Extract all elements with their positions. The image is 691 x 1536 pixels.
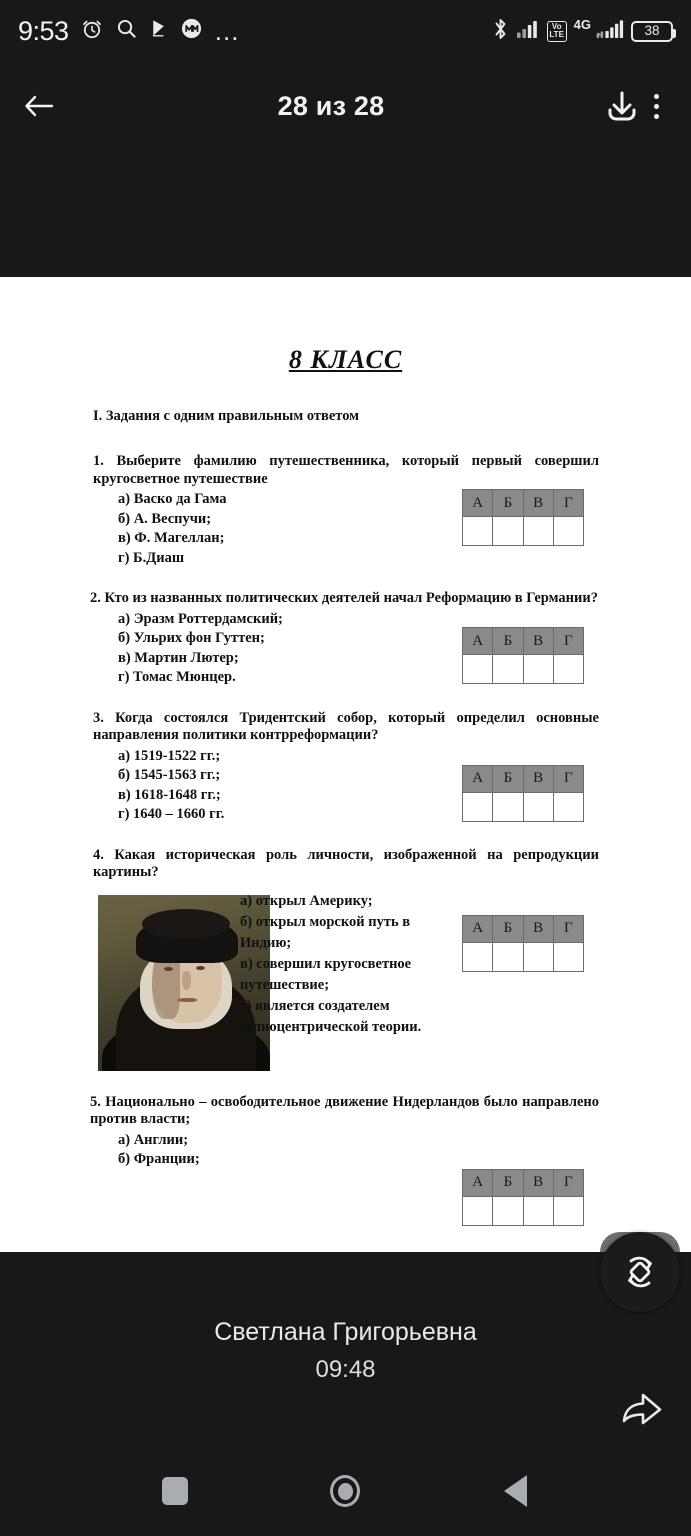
recents-button[interactable] [140,1456,210,1526]
document-page[interactable] [0,277,691,1252]
question-3-option-g: г) 1640 – 1660 гг. [118,806,225,822]
battery-percent-label: 38 [644,23,660,39]
search-icon [115,17,138,45]
answer-header-g: Г [553,765,583,792]
answer-header-g: Г [553,1169,583,1196]
volte-icon [547,21,567,42]
answer-header-b: Б [493,915,523,942]
question-1-option-v: в) Ф. Магеллан; [118,530,225,546]
flag-icon [149,17,169,45]
status-bar-right [492,17,673,46]
answer-header-v: В [523,1169,553,1196]
status-bar [0,0,691,62]
download-button[interactable] [600,84,644,128]
question-1-option-g: г) Б.Диаш [118,549,185,566]
document-body [0,345,691,1190]
question-4-option-v: в) совершил кругосветное путешествие; [240,955,412,993]
signal-icon [516,19,540,44]
question-3-text: 3. Когда состоялся Тридентский собор, который определил основные направления политики контрреформации? [93,709,599,743]
portrait-nose [182,971,191,990]
answer-cell-v[interactable] [523,517,553,546]
question-4-text: 4. Какая историческая роль личности, изображенной на репродукции картины? [93,846,599,880]
answer-cell-v[interactable] [523,1196,553,1225]
answer-cell-g[interactable] [553,1196,583,1225]
question-5-option-a: а) Англии; [118,1131,189,1148]
answer-cell-b[interactable] [493,1196,523,1225]
answer-table-3-header-row [463,765,584,792]
answer-cell-g[interactable] [553,792,583,821]
back-nav-button[interactable] [481,1456,551,1526]
answer-table-5-header-row [463,1169,584,1196]
share-button[interactable] [611,1382,673,1434]
status-bar-clock: 9:53 [18,15,69,46]
question-1 [50,453,641,568]
bluetooth-icon [492,17,509,46]
portrait-eye-left [164,967,173,971]
question-5-text: 5. Национально – освободительное движение Нидерландов было направлено против власти; [90,1093,599,1127]
answer-table-1-blank-row [463,517,584,546]
volte-bottom: LTE [549,30,564,39]
kebab-dot-1 [654,94,659,99]
circle-icon [330,1475,360,1507]
question-4-option-a: а) открыл Америку; [240,892,373,909]
home-button[interactable] [310,1456,380,1526]
answer-table-1-header-row [463,490,584,517]
question-2-option-g: г) Томас Мюнцер. [118,669,236,685]
portrait-cap-top [142,909,230,939]
question-3-option-a: а) 1519-1522 гг.; [118,747,221,764]
answer-cell-g[interactable] [553,517,583,546]
page-title: 28 из 28 [277,90,385,121]
answer-cell-a[interactable] [463,1196,493,1225]
answer-table-2-blank-row [463,655,584,684]
question-3 [50,710,641,825]
answer-header-a: А [463,765,493,792]
question-4-option-b: б) открыл морской путь в Индию; [240,913,411,951]
answer-header-b: Б [493,765,523,792]
question-4-option-g: г) является создателем гелиоцентрической теории. [240,997,422,1035]
answer-table-1[interactable] [462,489,584,546]
back-button[interactable] [22,89,62,123]
answer-header-b: Б [493,628,523,655]
volte-top: Vo [551,21,562,31]
answer-header-a: А [463,490,493,517]
answer-table-2-header-row [463,628,584,655]
question-2-option-a: а) Эразм Роттердамский; [118,610,283,627]
answer-cell-v[interactable] [523,655,553,684]
answer-header-v: В [523,765,553,792]
question-5-option-b: б) Франции; [118,1151,200,1167]
overflow-icon: … [213,16,242,46]
circle-inner [338,1483,353,1500]
app-bar [0,62,691,150]
answer-table-5[interactable] [462,1169,584,1226]
sender-name: Светлана Григорьевна [214,1318,477,1346]
portrait-mouth [178,998,197,1002]
document-title: 8 КЛАСС [288,345,403,374]
answer-table-4-blank-row [463,942,584,971]
question-2-text: 2. Кто из названных политических деятелей начал Реформацию в Германии? [90,590,598,606]
answer-table-5-blank-row [463,1196,584,1225]
answer-cell-v[interactable] [523,942,553,971]
answer-cell-b[interactable] [493,942,523,971]
answer-table-3-blank-row [463,792,584,821]
question-2 [50,590,641,688]
answer-cell-b[interactable] [493,792,523,821]
square-icon [162,1477,188,1505]
answer-header-b: Б [493,490,523,517]
answer-header-g: Г [553,490,583,517]
answer-cell-a[interactable] [463,517,493,546]
answer-header-b: Б [493,1169,523,1196]
kebab-dot-2 [654,104,659,109]
answer-cell-b[interactable] [493,517,523,546]
answer-table-4-header-row [463,915,584,942]
answer-header-a: А [463,915,493,942]
app-icon [180,17,203,45]
answer-cell-g[interactable] [553,942,583,971]
answer-header-a: А [463,628,493,655]
answer-header-v: В [523,490,553,517]
question-2-option-v: в) Мартин Лютер; [118,649,239,666]
question-4 [50,847,641,1052]
answer-header-v: В [523,628,553,655]
alarm-icon [80,17,104,46]
question-3-option-v: в) 1618-1648 гг.; [118,786,221,803]
answer-cell-g[interactable] [553,655,583,684]
portrait-eye-right [196,966,205,970]
answer-cell-a[interactable] [463,792,493,821]
signal-2-icon [596,19,624,44]
answer-table-2[interactable] [462,627,584,684]
android-nav-bar [0,1446,691,1536]
question-1-option-b: б) А. Веспучи; [118,510,212,527]
question-1-text: 1. Выберите фамилию путешественника, который первый совершил кругосветное путешествие [93,453,599,487]
kebab-dot-3 [654,114,659,119]
answer-header-a: А [463,1169,493,1196]
bottom-info-bar [0,1252,691,1446]
sent-time: 09:48 [315,1356,376,1383]
question-4-options [240,891,455,1038]
rotate-screen-button[interactable] [600,1232,680,1312]
more-options-button[interactable] [644,88,669,125]
battery-icon [631,21,673,42]
answer-cell-a[interactable] [463,655,493,684]
answer-cell-v[interactable] [523,792,553,821]
answer-table-3[interactable] [462,765,584,822]
triangle-back-icon [504,1475,527,1507]
answer-header-g: Г [553,628,583,655]
question-5 [50,1093,641,1190]
question-5-options [118,1131,641,1170]
status-bar-left [18,17,242,46]
answer-cell-a[interactable] [463,942,493,971]
question-3-option-b: б) 1545-1563 гг.; [118,767,221,783]
rotate-icon [618,1250,662,1294]
answer-table-4[interactable] [462,915,584,972]
question-2-option-b: б) Ульрих фон Гуттен; [118,630,265,646]
answer-cell-b[interactable] [493,655,523,684]
network-type-label: 4G [573,16,591,32]
question-1-option-a: а) Васко да Гама [118,491,227,507]
document-section-heading: I. Задания с одним правильным ответом [93,408,360,424]
answer-header-g: Г [553,915,583,942]
answer-header-v: В [523,915,553,942]
